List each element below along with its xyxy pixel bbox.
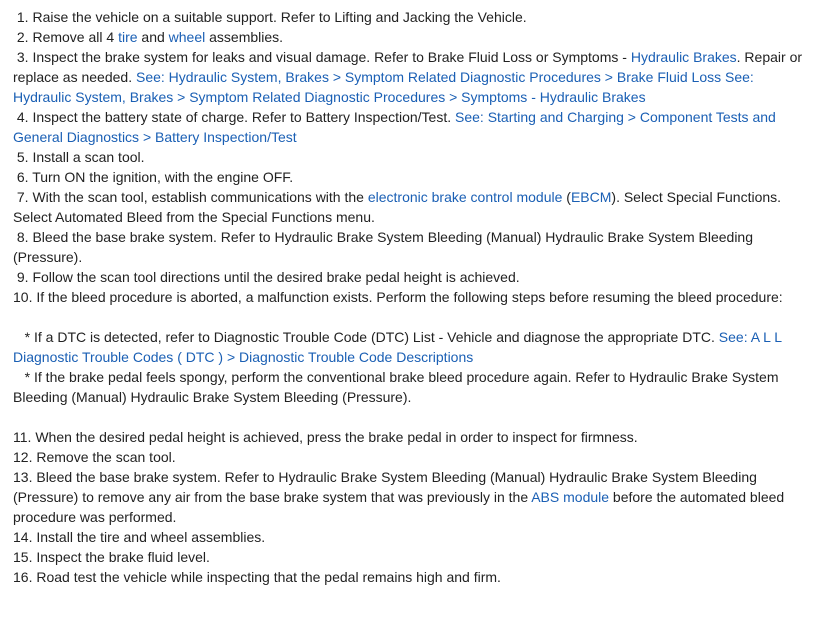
step-3-text-b: . Repair or replace as needed. bbox=[13, 49, 806, 85]
dtc-descriptions-see-link[interactable]: See: A L L Diagnostic Trouble Codes ( DTC ) > Diagnostic Trouble Code Descriptions bbox=[13, 329, 786, 365]
step-15: 15. Inspect the brake fluid level. bbox=[13, 549, 210, 565]
step-13 bbox=[13, 467, 813, 527]
step-7-text-b: ( bbox=[562, 189, 571, 205]
step-16: 16. Road test the vehicle while inspecting that the pedal remains high and firm. bbox=[13, 569, 501, 585]
step-2-text-b: and bbox=[137, 29, 169, 45]
step-3 bbox=[13, 47, 813, 107]
step-13-text-b: before the automated bleed procedure was performed. bbox=[13, 489, 789, 525]
step-5: 5. Install a scan tool. bbox=[13, 149, 145, 165]
step-2-text-c: assemblies. bbox=[205, 29, 284, 45]
tire-link[interactable]: tire bbox=[118, 29, 138, 45]
step-1: 1. Raise the vehicle on a suitable support. Refer to Lifting and Jacking the Vehicle. bbox=[13, 9, 527, 25]
bullet-spongy-pedal: * If the brake pedal feels spongy, perform the conventional brake bleed procedure again. Refer to Hydraulic Brake System Bleeding (Manual) Hydraulic Brake System Bleeding (Pressure). bbox=[13, 369, 783, 405]
step-14: 14. Install the tire and wheel assemblies. bbox=[13, 529, 266, 545]
ebcm-full-link[interactable]: electronic brake control module bbox=[367, 189, 563, 205]
spacer bbox=[13, 307, 813, 327]
hydraulic-brakes-link[interactable]: Hydraulic Brakes bbox=[630, 49, 737, 65]
battery-inspection-see-link[interactable]: See: Starting and Charging > Component Tests and General Diagnostics > Battery Inspection/Test bbox=[13, 109, 780, 145]
step-10: 10. If the bleed procedure is aborted, a malfunction exists. Perform the following steps before resuming the bleed procedure: bbox=[13, 289, 783, 305]
step-7-text-a: 7. With the scan tool, establish communications with the bbox=[13, 189, 368, 205]
step-3-text-a: 3. Inspect the brake system for leaks and visual damage. Refer to Brake Fluid Loss or Symptoms - bbox=[13, 49, 631, 65]
step-6: 6. Turn ON the ignition, with the engine OFF. bbox=[13, 169, 294, 185]
step-7 bbox=[13, 187, 813, 227]
procedure-document bbox=[13, 7, 813, 587]
spacer bbox=[13, 407, 813, 427]
step-9: 9. Follow the scan tool directions until the desired brake pedal height is achieved. bbox=[13, 269, 520, 285]
step-7-text-c: ). Select Special Functions. Select Automated Bleed from the Special Functions menu. bbox=[13, 189, 785, 225]
brake-fluid-loss-see-link[interactable]: See: Hydraulic System, Brakes > Symptom Related Diagnostic Procedures > Brake Fluid Loss See: Hydraulic System, Brakes > Symptom Related Diagnostic Procedures > Symptoms - Hydraulic Brakes bbox=[13, 69, 758, 105]
step-12: 12. Remove the scan tool. bbox=[13, 449, 176, 465]
step-13-text-a: 13. Bleed the base brake system. Refer to Hydraulic Brake System Bleeding (Manual) Hydraulic Brake System Bleeding (Pressure) to remove any air from the base brake system that was previously in the bbox=[13, 469, 761, 505]
wheel-link[interactable]: wheel bbox=[168, 29, 206, 45]
step-4 bbox=[13, 107, 813, 147]
step-11: 11. When the desired pedal height is achieved, press the brake pedal in order to inspect for firmness. bbox=[13, 429, 638, 445]
bullet-dtc bbox=[13, 327, 813, 367]
step-4-text-a: 4. Inspect the battery state of charge. Refer to Battery Inspection/Test. bbox=[13, 109, 456, 125]
ebcm-link[interactable]: EBCM bbox=[570, 189, 612, 205]
step-2-text-a: 2. Remove all 4 bbox=[13, 29, 119, 45]
bullet-dtc-text: * If a DTC is detected, refer to Diagnostic Trouble Code (DTC) List - Vehicle and diagnose the appropriate DTC. bbox=[13, 329, 719, 345]
abs-module-link[interactable]: ABS module bbox=[531, 489, 610, 505]
step-2 bbox=[13, 27, 813, 47]
step-8: 8. Bleed the base brake system. Refer to Hydraulic Brake System Bleeding (Manual) Hydraulic Brake System Bleeding (Pressure). bbox=[13, 229, 757, 265]
